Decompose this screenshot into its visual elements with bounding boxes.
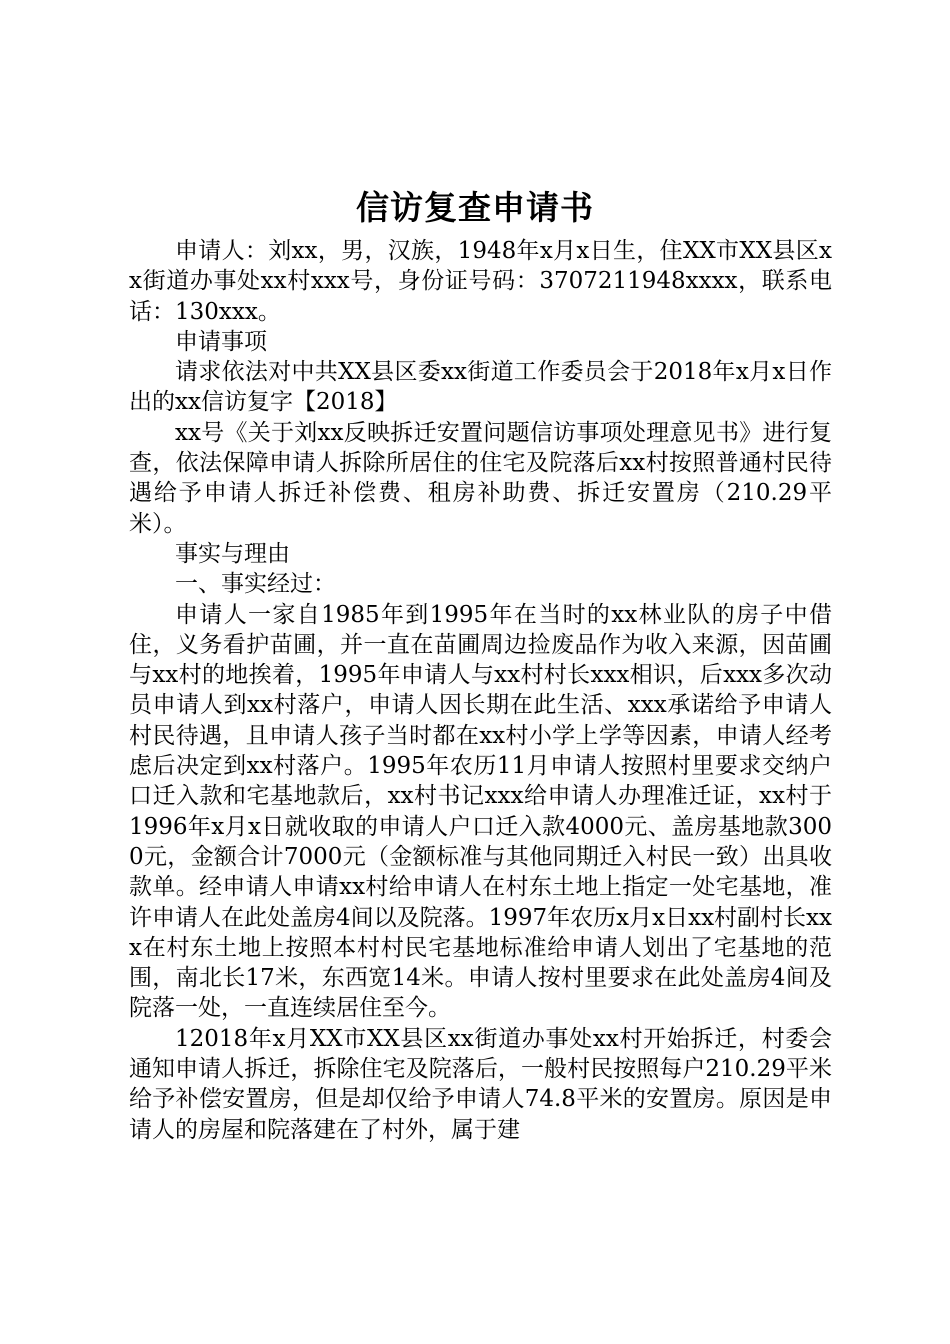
document-title: 信访复查申请书 — [356, 188, 594, 227]
section-heading-facts-reasons: 事实与理由 — [175, 540, 290, 567]
request-paragraph: 请求依法对中共XX县区委xx街道工作委员会于2018年x月x日作出的xx信访复字【2018】 — [129, 359, 832, 416]
facts-paragraph: 申请人一家自1985年到1995年在当时的xx林业队的房子中借住，义务看护苗圃，并一直在苗圃周边捡废品作为收入来源，因苗圃与xx村的地挨着，1995年申请人与xx村村长xxx相识，后xxx多次动员申请人到xx村落户，申请人因长期在此生活、xxx承诺给予申请人村民待遇，且申请人孩子当时都在xx村小学上学等因素，申请人经考虑后决定到xx村落户。1995年农历11月申请人按照村里要求交纳户口迁入款和宅基地款后，xx村书记xxx给申请人办理准迁证，xx村于1996年x月x日就收取的申请人户口迁入款4000元、盖房基地款3000元，金额合计7000元（金额标准与其他同期迁入村民一致）出具收款单。经申请人申请xx村给申请人在村东土地上指定一处宅基地，准许申请人在此处盖房4间以及院落。1997年农历x月x日xx村副村长xxx在村东土地上按照本村村民宅基地标准给申请人划出了宅基地的范围，南北长17米，东西宽14米。申请人按村里要求在此处盖房4间及院落一处，一直连续居住至今。 — [129, 601, 832, 1022]
request-continuation-paragraph: xx号《关于刘xx反映拆迁安置问题信访事项处理意见书》进行复查，依法保障申请人拆除所居住的住宅及院落后xx村按照普通村民待遇给予申请人拆迁补偿费、租房补助费、拆迁安置房（210.29平米）。 — [129, 419, 832, 537]
subsection-heading-facts: 一、事实经过： — [175, 571, 336, 598]
section-heading-request: 申请事项 — [175, 328, 267, 355]
document-body — [129, 236, 832, 1145]
demolition-paragraph: 12018年x月XX市XX县区xx街道办事处xx村开始拆迁，村委会通知申请人拆迁，拆除住宅及院落后，一般村民按照每户210.29平米给予补偿安置房，但是却仅给予申请人74.8平米的安置房。原因是申请人的房屋和院落建在了村外，属于建 — [129, 1025, 832, 1143]
applicant-info-paragraph: 申请人：刘xx，男，汉族，1948年x月x日生，住XX市XX县区xx街道办事处xx村xxx号，身份证号码：3707211948xxxx，联系电话：130xxx。 — [129, 238, 832, 325]
